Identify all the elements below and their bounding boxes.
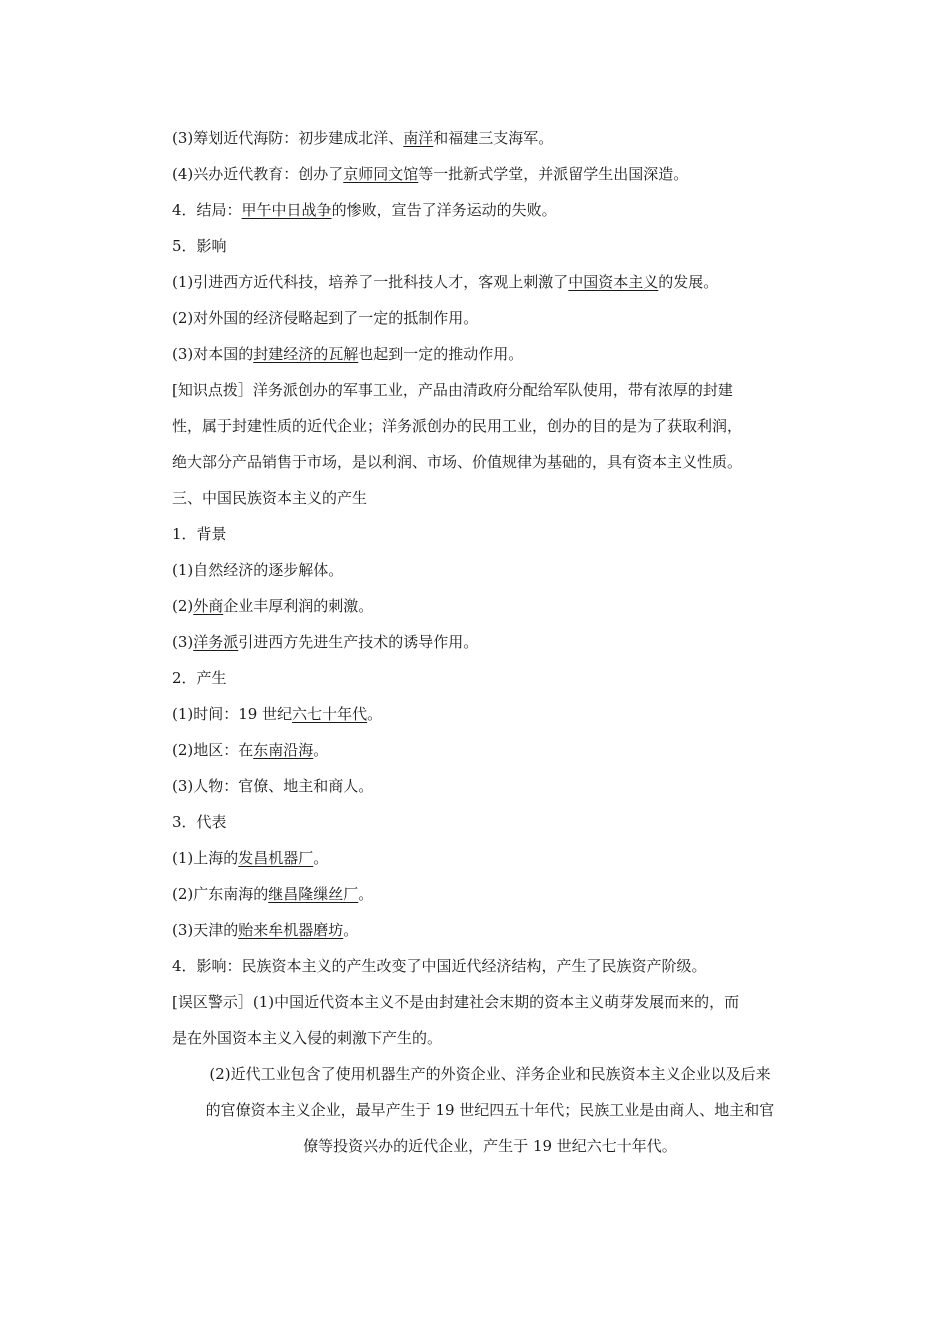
- underlined-term: 继昌隆缫丝厂: [268, 885, 359, 903]
- text-segment: [误区警示］(1)中国近代资本主义不是由封建社会末期的资本主义萌芽发展而来的，而: [172, 993, 740, 1011]
- text-line: [172, 588, 808, 624]
- text-line: [172, 696, 808, 732]
- text-line: [172, 876, 808, 912]
- text-line: [172, 1128, 808, 1164]
- text-line: [172, 552, 808, 588]
- text-segment: 的官僚资本主义企业，最早产生于 19 世纪四五十年代；民族工业是由商人、地主和官: [205, 1101, 775, 1119]
- text-segment: 是在外国资本主义入侵的刺激下产生的。: [172, 1029, 443, 1047]
- text-line: [172, 732, 808, 768]
- text-line: [172, 192, 808, 228]
- text-segment: (3)天津的: [172, 921, 239, 939]
- underlined-term: 东南沿海: [253, 741, 314, 759]
- text-segment: 和福建三支海军。: [433, 129, 554, 147]
- text-line: [172, 372, 808, 408]
- text-segment: (3): [172, 633, 194, 651]
- text-segment: 性，属于封建性质的近代企业；洋务派创办的民用工业，创办的目的是为了获取利润，: [172, 417, 743, 435]
- text-segment: (3)筹划近代海防：初步建成北洋、: [172, 129, 404, 147]
- text-segment: (1)上海的: [172, 849, 239, 867]
- underlined-term: 京师同文馆: [343, 165, 419, 183]
- text-segment: 也起到一定的推动作用。: [358, 345, 524, 363]
- text-line: [172, 624, 808, 660]
- text-segment: 引进西方先进生产技术的诱导作用。: [238, 633, 479, 651]
- text-line: [172, 1056, 808, 1092]
- text-segment: 三、中国民族资本主义的产生: [172, 489, 368, 507]
- text-segment: 僚等投资兴办的近代企业，产生于 19 世纪六七十年代。: [303, 1137, 677, 1155]
- underlined-term: 甲午中日战争: [241, 201, 332, 219]
- text-line: [172, 660, 808, 696]
- underlined-term: 封建经济的瓦解: [253, 345, 359, 363]
- text-line: [172, 912, 808, 948]
- text-line: [172, 120, 808, 156]
- text-line: [172, 840, 808, 876]
- text-segment: 1．背景: [172, 525, 227, 543]
- text-segment: 。: [343, 921, 359, 939]
- text-line: [172, 480, 808, 516]
- text-line: [172, 336, 808, 372]
- text-line: [172, 228, 808, 264]
- underlined-term: 六七十年代: [292, 705, 368, 723]
- text-line: [172, 444, 808, 480]
- underlined-term: 中国资本主义: [568, 273, 659, 291]
- underlined-term: 南洋: [403, 129, 434, 147]
- text-segment: 4．结局：: [172, 201, 242, 219]
- text-segment: 。: [358, 885, 374, 903]
- text-segment: (2)对外国的经济侵略起到了一定的抵制作用。: [172, 309, 479, 327]
- text-line: [172, 300, 808, 336]
- text-segment: (4)兴办近代教育：创办了: [172, 165, 344, 183]
- text-segment: (2): [172, 597, 194, 615]
- text-segment: 企业丰厚利润的刺激。: [223, 597, 374, 615]
- text-segment: (2)广东南海的: [172, 885, 269, 903]
- text-line: [172, 264, 808, 300]
- text-segment: (2)近代工业包含了使用机器生产的外资企业、洋务企业和民族资本主义企业以及后来: [209, 1065, 771, 1083]
- text-segment: 2．产生: [172, 669, 227, 687]
- text-segment: 绝大部分产品销售于市场，是以利润、市场、价值规律为基础的，具有资本主义性质。: [172, 453, 743, 471]
- text-segment: 4．影响：民族资本主义的产生改变了中国近代经济结构，产生了民族资产阶级。: [172, 957, 707, 975]
- text-segment: (1)引进西方近代科技，培养了一批科技人才，客观上刺激了: [172, 273, 569, 291]
- text-segment: 3．代表: [172, 813, 227, 831]
- text-segment: 的发展。: [658, 273, 719, 291]
- text-line: [172, 804, 808, 840]
- text-segment: (1)时间：19 世纪: [172, 705, 293, 723]
- underlined-term: 贻来牟机器磨坊: [238, 921, 344, 939]
- text-line: [172, 768, 808, 804]
- text-segment: [知识点拨］洋务派创办的军事工业，产品由清政府分配给军队使用，带有浓厚的封建: [172, 381, 733, 399]
- text-line: [172, 156, 808, 192]
- text-segment: (2)地区：在: [172, 741, 254, 759]
- text-segment: 。: [367, 705, 383, 723]
- text-line: [172, 984, 808, 1020]
- text-line: [172, 1092, 808, 1128]
- text-line: [172, 948, 808, 984]
- text-line: [172, 516, 808, 552]
- underlined-term: 发昌机器厂: [238, 849, 314, 867]
- text-segment: 等一批新式学堂，并派留学生出国深造。: [418, 165, 689, 183]
- document-page: [172, 120, 808, 1164]
- text-segment: 。: [313, 741, 329, 759]
- underlined-term: 外商: [193, 597, 224, 615]
- text-segment: (3)人物：官僚、地主和商人。: [172, 777, 374, 795]
- text-line: [172, 408, 808, 444]
- text-segment: 。: [313, 849, 329, 867]
- text-segment: (3)对本国的: [172, 345, 254, 363]
- text-segment: 的惨败，宣告了洋务运动的失败。: [331, 201, 557, 219]
- text-segment: (1)自然经济的逐步解体。: [172, 561, 344, 579]
- text-segment: 5．影响: [172, 237, 227, 255]
- text-line: [172, 1020, 808, 1056]
- underlined-term: 洋务派: [193, 633, 239, 651]
